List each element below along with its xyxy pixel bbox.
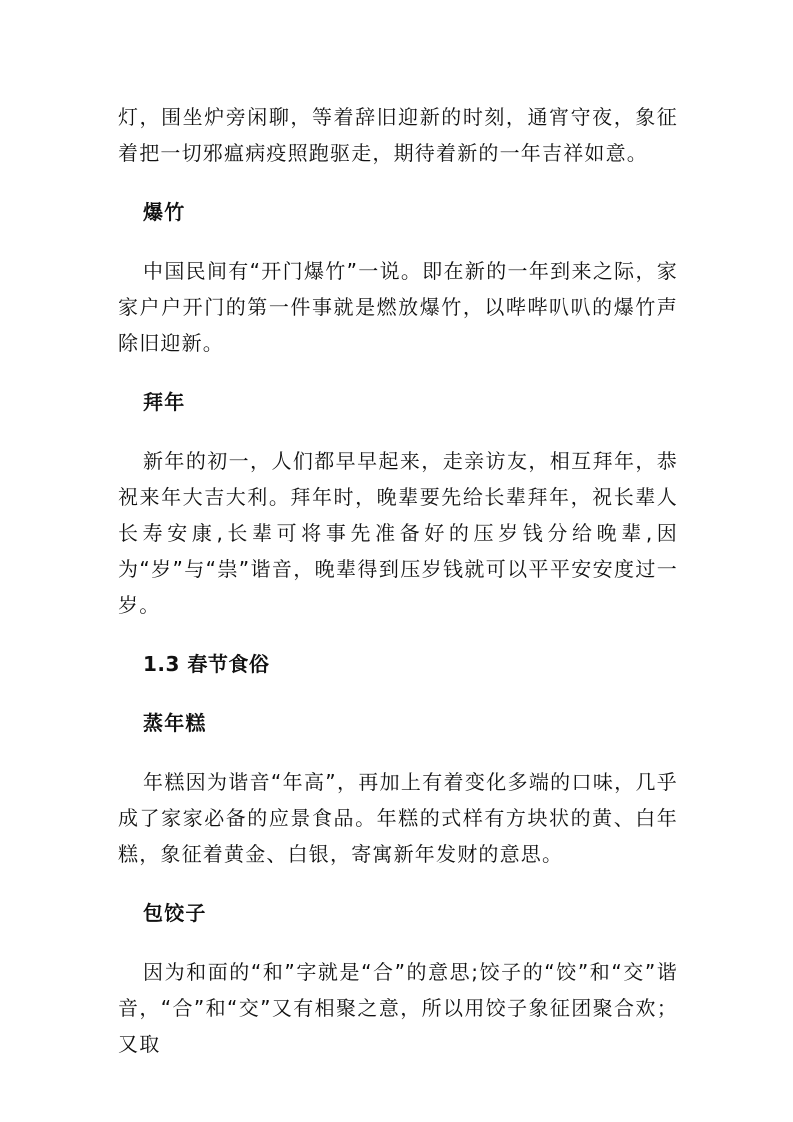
heading-firecrackers: 爆竹 (143, 200, 186, 224)
heading-dumplings: 包饺子 (143, 901, 207, 925)
heading-steamed-rice-cake: 蒸年糕 (143, 711, 207, 735)
paragraph-shousui-continuation: 灯，围坐炉旁闲聊，等着辞旧迎新的时刻，通宵守夜，象征着把一切邪瘟病疫照跑驱走，期待着新的一年吉祥如意。 (118, 105, 678, 165)
paragraph-new-year-greetings: 新年的初一，人们都早早起来，走亲访友，相互拜年，恭祝来年大吉大利。拜年时，晚辈要先给长辈拜年，祝长辈人长寿安康,长辈可将事先准备好的压岁钱分给晚辈,因为“岁”与“祟”谐音，晚辈得到压岁钱就可以平平安安度过一岁。 (118, 449, 678, 617)
document-content (118, 99, 678, 1062)
paragraph-dumplings: 因为和面的“和”字就是“合”的意思;饺子的“饺”和“交”谐音，“合”和“交”又有相聚之意，所以用饺子象征团聚合欢；又取 (118, 960, 678, 1056)
paragraph-steamed-rice-cake: 年糕因为谐音“年高”，再加上有着变化多端的口味，几乎成了家家必备的应景食品。年糕的式样有方块状的黄、白年糕，象征着黄金、白银，寄寓新年发财的意思。 (118, 770, 678, 866)
paragraph-firecrackers: 中国民间有“开门爆竹”一说。即在新的一年到来之际，家家户户开门的第一件事就是燃放爆竹，以哔哔叭叭的爆竹声除旧迎新。 (118, 259, 678, 355)
heading-new-year-greetings: 拜年 (143, 390, 186, 414)
section-title-food-customs: 1.3 春节食俗 (143, 652, 270, 676)
